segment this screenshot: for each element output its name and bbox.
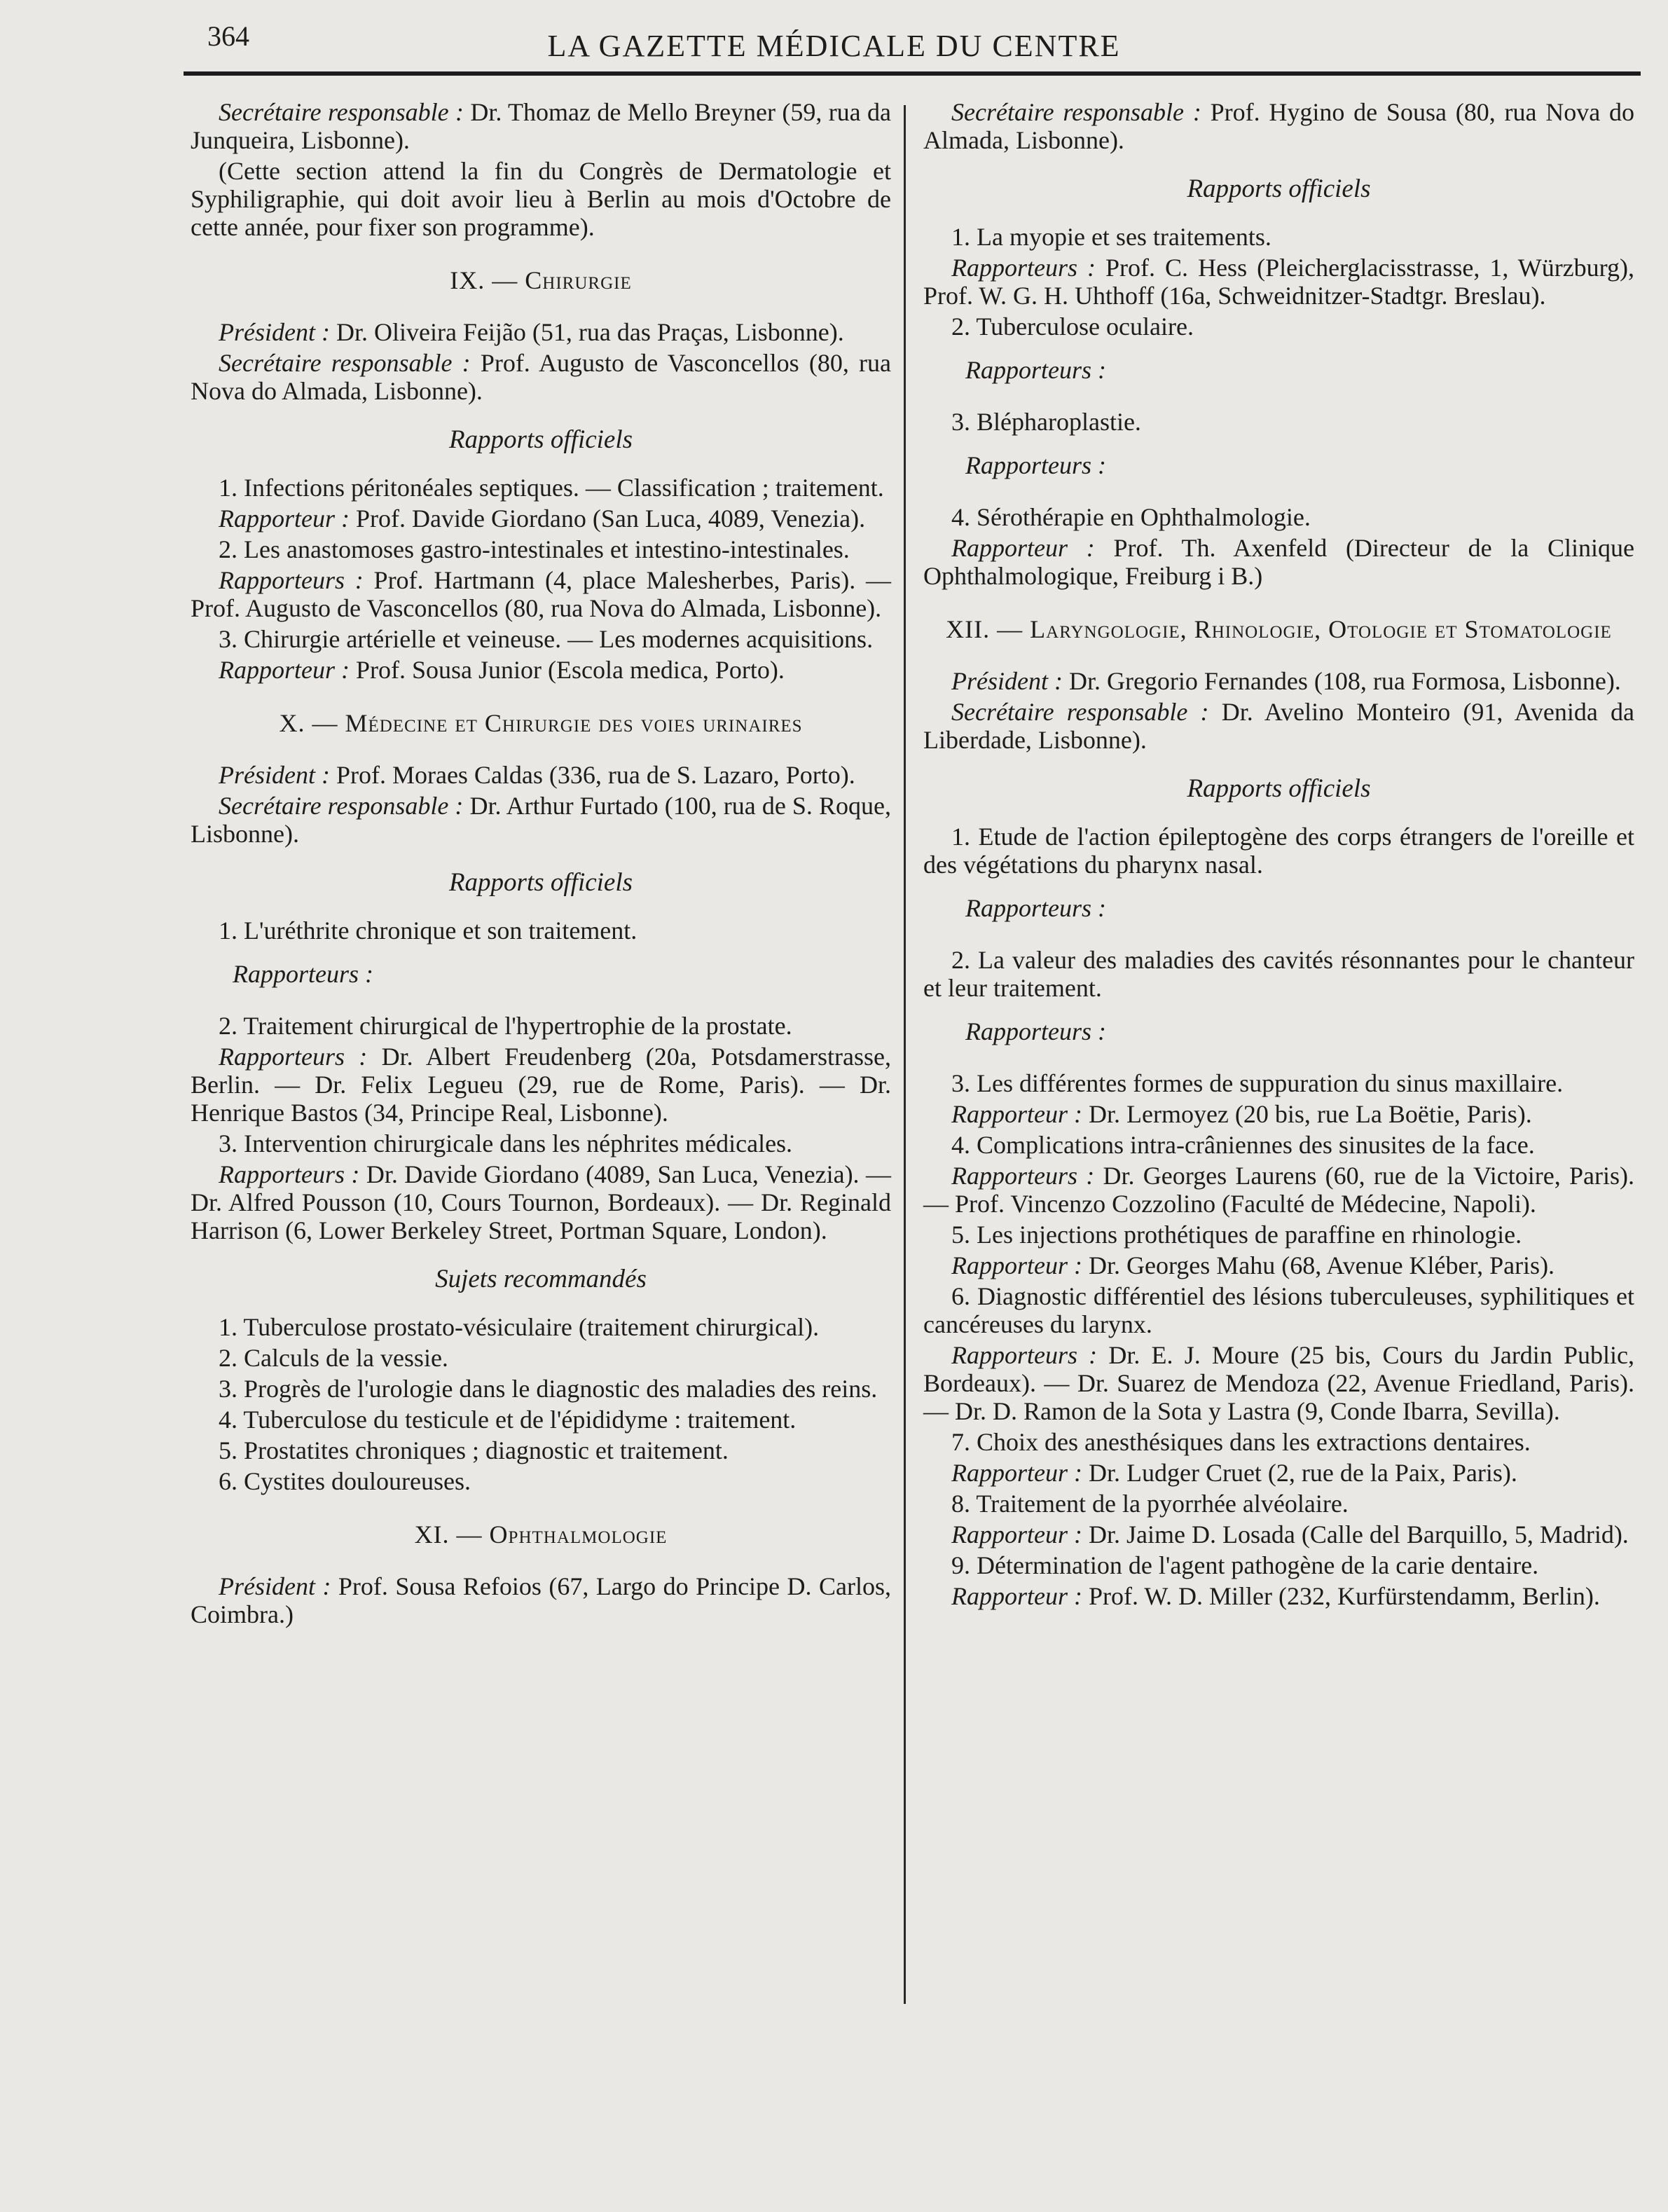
rapporteurs-label: Rapporteurs :	[965, 1017, 1106, 1045]
section-heading: XI. — Ophthalmologie	[414, 1520, 668, 1548]
text: Prof. Augusto de Vasconcellos (80, rua Nova do Almada, Lisbonne).	[191, 349, 891, 405]
list-item: 1. La myopie et ses traitements.	[951, 223, 1271, 251]
text: Prof. Davide Giordano (San Luca, 4089, Venezia).	[349, 504, 866, 533]
text: Dr. Georges Mahu (68, Avenue Kléber, Paris).	[1082, 1251, 1555, 1279]
text: Prof. C. Hess (Pleicherglacisstrasse, 1, Würzburg), Prof. W. G. H. Uhthoff (16a, Schweidnitzer-Stadtgr. Breslau).	[923, 254, 1634, 310]
rapporteur	[191, 1043, 891, 1127]
paragraph: (Cette section attend la fin du Congrès de Dermatologie et Syphiligraphie, qui doit avoir lieu à Berlin au mois d'Octobre de cette année, pour fixer son programme).	[191, 157, 891, 241]
text: Dr. Gregorio Fernandes (108, rua Formosa, Lisbonne).	[1062, 667, 1621, 695]
list-item: 3. Blépharoplastie.	[951, 408, 1141, 436]
rapporteur	[923, 534, 1634, 590]
subheading: Rapports officiels	[448, 868, 633, 897]
rapporteur	[191, 656, 891, 684]
label: Rapporteurs :	[219, 1160, 360, 1188]
left-column	[191, 98, 891, 1631]
text: Dr. Ludger Cruet (2, rue de la Paix, Paris).	[1082, 1459, 1517, 1487]
list-item: 8. Traitement de la pyorrhée alvéolaire.	[951, 1490, 1349, 1518]
section-heading: XII. — Laryngologie, Rhinologie, Otologie et Stomatologie	[946, 615, 1612, 643]
label: Secrétaire responsable :	[219, 792, 464, 820]
text: Dr. Arthur Furtado (100, rua de S. Roque, Lisbonne).	[191, 792, 891, 848]
label: Secrétaire responsable :	[219, 98, 464, 126]
rapporteur	[923, 254, 1634, 310]
rapporteur	[923, 1251, 1634, 1279]
text: Dr. Lermoyez (20 bis, rue La Boëtie, Paris).	[1082, 1100, 1532, 1128]
secretary	[191, 792, 891, 848]
rapporteur	[923, 1341, 1634, 1425]
running-header: LA GAZETTE MÉDICALE DU CENTRE	[547, 29, 1121, 63]
label: Président :	[951, 667, 1063, 695]
rapporteur	[923, 1459, 1634, 1487]
section-heading: IX. — Chirurgie	[450, 266, 632, 294]
header-rule	[184, 71, 1641, 76]
list-item: 2. Calculs de la vessie.	[219, 1344, 448, 1372]
label: Rapporteurs :	[219, 566, 364, 594]
text: Prof. Sousa Junior (Escola medica, Porto).	[349, 656, 785, 684]
list-item: 4. Complications intra-crâniennes des sinusites de la face.	[951, 1131, 1535, 1159]
label: Secrétaire responsable :	[951, 698, 1209, 726]
secretary	[191, 349, 891, 405]
list-item: 9. Détermination de l'agent pathogène de la carie dentaire.	[951, 1551, 1539, 1579]
label: Président :	[219, 761, 330, 789]
text: Dr. Oliveira Feijão (51, rua das Praças, Lisbonne).	[329, 318, 844, 346]
rapporteurs-label: Rapporteurs :	[965, 451, 1106, 479]
text: Prof. Th. Axenfeld (Directeur de la Clinique Ophthalmologique, Freiburg i B.)	[923, 534, 1634, 590]
rapporteur	[923, 1162, 1634, 1218]
subheading: Rapports officiels	[1187, 774, 1371, 803]
list-item: 2. La valeur des maladies des cavités résonnantes pour le chanteur et leur traitement.	[923, 946, 1634, 1002]
rapporteurs-label: Rapporteurs :	[233, 960, 373, 988]
list-item: 1. L'uréthrite chronique et son traitement.	[219, 916, 637, 944]
label: Rapporteurs :	[951, 1341, 1098, 1369]
text: Dr. Jaime D. Losada (Calle del Barquillo, 5, Madrid).	[1082, 1520, 1629, 1548]
text: Dr. Davide Giordano (4089, San Luca, Venezia). — Dr. Alfred Pousson (10, Cours Tournon, Bordeaux). — Dr. Reginald Harrison (6, Lower Berkeley Street, Portman Square, London).	[191, 1160, 891, 1244]
label: Rapporteurs :	[951, 254, 1096, 282]
subheading: Sujets recommandés	[435, 1265, 647, 1293]
secretary	[923, 98, 1634, 154]
list-item: 1. Tuberculose prostato-vésiculaire (traitement chirurgical).	[219, 1313, 820, 1341]
list-item: 1. Infections péritonéales septiques. — Classification ; traitement.	[219, 474, 884, 502]
rapporteur	[923, 1582, 1634, 1610]
list-item: 7. Choix des anesthésiques dans les extractions dentaires.	[951, 1428, 1531, 1456]
text: Dr. Georges Laurens (60, rue de la Victoire, Paris). — Prof. Vincenzo Cozzolino (Faculté de Médecine, Napoli).	[923, 1162, 1634, 1218]
list-item: 2. Les anastomoses gastro-intestinales et intestino-intestinales.	[219, 535, 850, 563]
section-heading: X. — Médecine et Chirurgie des voies urinaires	[279, 709, 803, 737]
text: Dr. Avelino Monteiro (91, Avenida da Liberdade, Lisbonne).	[923, 698, 1634, 754]
rapporteur	[191, 566, 891, 622]
label: Président :	[219, 318, 330, 346]
list-item: 2. Traitement chirurgical de l'hypertrophie de la prostate.	[219, 1012, 792, 1040]
list-item: 2. Tuberculose oculaire.	[951, 312, 1194, 341]
text: Prof. W. D. Miller (232, Kurfürstendamm, Berlin).	[1082, 1582, 1600, 1610]
text: Prof. Moraes Caldas (336, rua de S. Lazaro, Porto).	[329, 761, 855, 789]
text: Dr. E. J. Moure (25 bis, Cours du Jardin Public, Bordeaux). — Dr. Suarez de Mendoza (22, Avenue Friedland, Paris). — Dr. D. Ramon de la Sota y Lastra (9, Conde Ibarra, Sevilla).	[923, 1341, 1635, 1425]
label: Rapporteur :	[951, 1459, 1082, 1487]
text: Prof. Sousa Refoios (67, Largo do Principe D. Carlos, Coimbra.)	[191, 1572, 891, 1628]
label: Rapporteur :	[951, 1582, 1082, 1610]
secretary	[923, 698, 1634, 754]
text: Dr. Thomaz de Mello Breyner (59, rua da Junqueira, Lisbonne).	[191, 98, 891, 154]
rapporteur	[191, 504, 891, 533]
page-number: 364	[207, 20, 249, 52]
list-item: 1. Etude de l'action épileptogène des corps étrangers de l'oreille et des végétations du pharynx nasal.	[923, 823, 1634, 879]
text: Prof. Hartmann (4, place Malesherbes, Paris). — Prof. Augusto de Vasconcellos (80, rua Nova do Almada, Lisbonne).	[191, 566, 891, 622]
label: Secrétaire responsable :	[951, 98, 1201, 126]
list-item: 3. Les différentes formes de suppuration du sinus maxillaire.	[951, 1069, 1564, 1097]
list-item: 5. Prostatites chroniques ; diagnostic et traitement.	[219, 1436, 729, 1464]
list-item: 6. Cystites douloureuses.	[219, 1467, 471, 1495]
label: Rapporteurs :	[219, 1043, 368, 1071]
subheading: Rapports officiels	[1187, 174, 1371, 203]
label: Président :	[219, 1572, 331, 1600]
text: Prof. Hygino de Sousa (80, rua Nova do Almada, Lisbonne).	[923, 98, 1634, 154]
rapporteur	[923, 1520, 1634, 1548]
column-divider	[904, 105, 906, 2004]
label: Rapporteur :	[951, 1520, 1082, 1548]
list-item: 5. Les injections prothétiques de paraffine en rhinologie.	[951, 1221, 1522, 1249]
label: Rapporteur :	[219, 504, 350, 533]
rapporteurs-label: Rapporteurs :	[965, 894, 1106, 922]
list-item: 4. Tuberculose du testicule et de l'épididyme : traitement.	[219, 1406, 797, 1434]
label: Secrétaire responsable :	[219, 349, 471, 377]
list-item: 6. Diagnostic différentiel des lésions tuberculeuses, syphilitiques et cancéreuses du larynx.	[923, 1282, 1634, 1338]
rapporteurs-label: Rapporteurs :	[965, 356, 1106, 384]
label: Rapporteur :	[951, 534, 1095, 562]
right-column	[923, 98, 1634, 1613]
list-item: 4. Sérothérapie en Ophthalmologie.	[951, 503, 1311, 531]
text: Dr. Albert Freudenberg (20a, Potsdamerstrasse, Berlin. — Dr. Felix Legueu (29, rue de Rome, Paris). — Dr. Henrique Bastos (34, Principe Real, Lisbonne).	[191, 1043, 891, 1127]
label: Rapporteur :	[951, 1100, 1082, 1128]
president	[191, 318, 891, 346]
rapporteur	[191, 1160, 891, 1244]
president	[923, 667, 1634, 695]
president	[191, 1572, 891, 1628]
label: Rapporteurs :	[951, 1162, 1095, 1190]
label: Rapporteur :	[951, 1251, 1082, 1279]
list-item: 3. Chirurgie artérielle et veineuse. — Les modernes acquisitions.	[219, 625, 874, 653]
president	[191, 761, 891, 789]
rapporteur	[923, 1100, 1634, 1128]
label: Rapporteur :	[219, 656, 350, 684]
paragraph	[191, 98, 891, 154]
list-item: 3. Progrès de l'urologie dans le diagnostic des maladies des reins.	[219, 1375, 878, 1403]
subheading: Rapports officiels	[448, 425, 633, 454]
list-item: 3. Intervention chirurgicale dans les néphrites médicales.	[219, 1129, 793, 1157]
